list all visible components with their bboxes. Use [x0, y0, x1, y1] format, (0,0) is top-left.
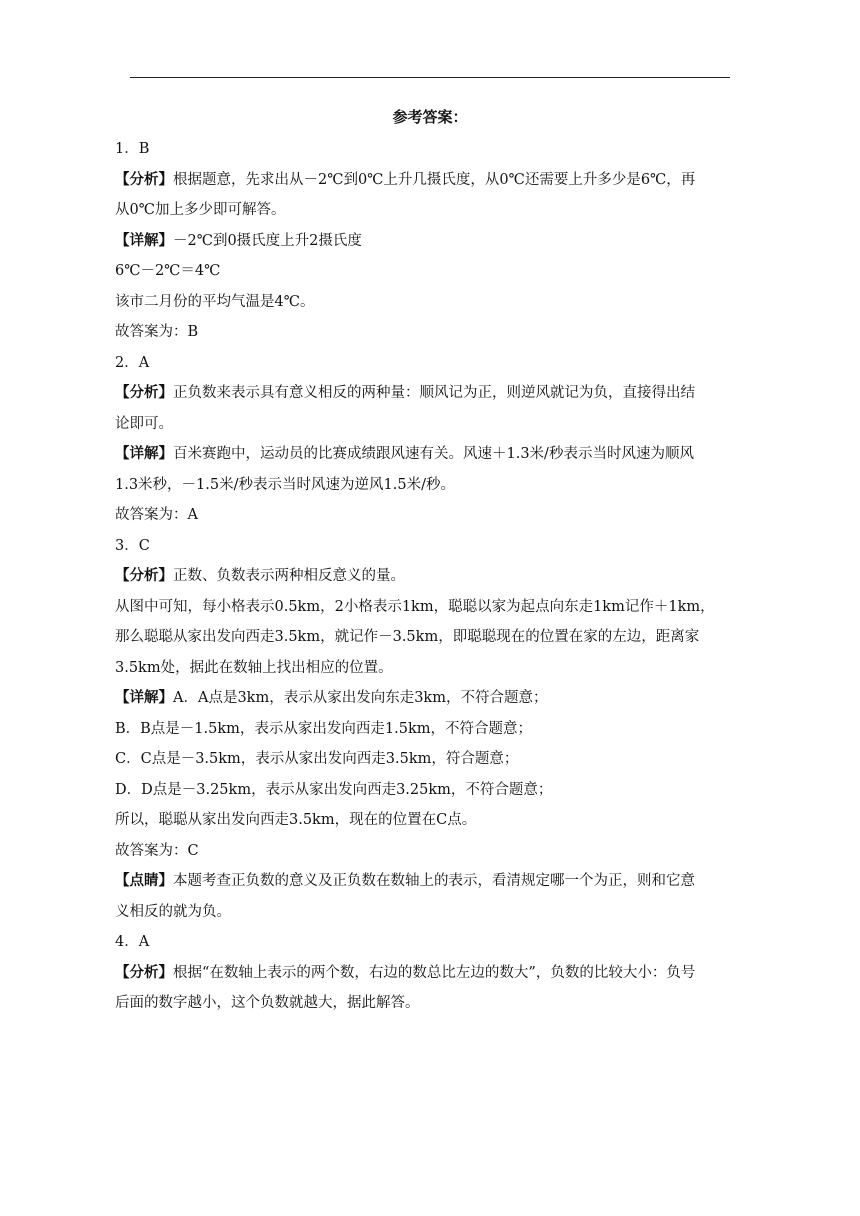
text-line: [115, 592, 732, 623]
text-line: [115, 653, 732, 684]
text-line: [115, 622, 732, 653]
line-text: 从0℃加上多少即可解答。: [115, 202, 286, 218]
line-text: 正数、负数表示两种相反意义的量。: [173, 568, 405, 584]
line-text: 根据“在数轴上表示的两个数，右边的数总比左边的数大”，负数的比较大小：负号: [173, 964, 696, 981]
line-text: 3．C: [115, 537, 150, 554]
text-line: [115, 439, 732, 470]
section-tag: 【详解】: [115, 445, 173, 462]
page-title: 参考答案：: [392, 108, 468, 126]
text-line: [115, 226, 732, 257]
text-line: [115, 531, 732, 562]
line-text: 那么聪聪从家出发向西走3.5km，就记作－3.5km，即聪聪现在的位置在家的左边，距离家: [115, 629, 700, 645]
line-text: 后面的数字越小，这个负数就越大，据此解答。: [115, 995, 420, 1011]
text-line: [115, 775, 732, 806]
text-line: [115, 378, 732, 409]
text-line: [115, 561, 732, 592]
line-text: 6℃－2℃＝4℃: [115, 263, 221, 279]
text-line: [115, 744, 732, 775]
header-rule: [130, 77, 730, 78]
line-text: 该市二月份的平均气温是4℃。: [115, 293, 315, 310]
text-line: [115, 927, 732, 958]
section-tag: 【分析】: [115, 384, 173, 401]
line-text: 4．A: [115, 934, 150, 950]
line-text: 所以，聪聪从家出发向西走3.5km，现在的位置在C点。: [115, 812, 477, 828]
line-text: 义相反的就为负。: [115, 903, 231, 920]
line-text: 3.5km处，据此在数轴上找出相应的位置。: [115, 659, 393, 676]
text-line: [115, 897, 732, 928]
line-text: 1.3米秒，－1.5米/秒表示当时风速为逆风1.5米/秒。: [115, 476, 455, 493]
text-line: [115, 409, 732, 440]
text-line: [115, 714, 732, 745]
line-text: 正负数来表示具有意义相反的两种量：顺风记为正，则逆风就记为负，直接得出结: [173, 385, 695, 401]
text-line: [115, 287, 732, 318]
line-text: D．D点是－3.25km，表示从家出发向西走3.25km，不符合题意；: [115, 781, 553, 798]
section-tag: 【详解】: [115, 231, 173, 249]
line-text: B．B点是－1.5km，表示从家出发向西走1.5km，不符合题意；: [115, 720, 533, 737]
line-text: 2．A: [115, 354, 150, 371]
text-line: [115, 866, 732, 897]
line-text: 故答案为：B: [115, 324, 199, 340]
line-text: A．A点是3km，表示从家出发向东走3km，不符合题意；: [173, 690, 548, 706]
text-line: [115, 988, 732, 1019]
text-line: [115, 317, 732, 348]
line-text: C．C点是－3.5km，表示从家出发向西走3.5km，符合题意；: [115, 751, 519, 767]
text-line: [115, 958, 732, 989]
answer-content: [115, 134, 732, 1019]
text-line: [115, 165, 732, 196]
line-text: －2℃到0摄氏度上升2摄氏度: [173, 232, 362, 249]
line-text: 1．B: [115, 141, 150, 157]
text-line: [115, 470, 732, 501]
section-tag: 【分析】: [115, 170, 173, 188]
section-tag: 【详解】: [115, 689, 173, 706]
line-text: 从图中可知，每小格表示0.5km，2小格表示1km，聪聪以家为起点向东走1km记作＋1km，: [115, 598, 715, 615]
text-line: [115, 195, 732, 226]
line-text: 根据题意，先求出从－2℃到0℃上升几摄氏度，从0℃还需要上升多少是6℃，再: [173, 171, 696, 188]
section-tag: 【分析】: [115, 963, 173, 981]
section-tag: 【点睛】: [115, 872, 173, 889]
text-line: [115, 836, 732, 867]
text-line: [115, 805, 732, 836]
line-text: 论即可。: [115, 415, 173, 432]
line-text: 故答案为：A: [115, 507, 198, 523]
line-text: 本题考查正负数的意义及正负数在数轴上的表示，看清规定哪一个为正，则和它意: [173, 873, 695, 889]
text-line: [115, 348, 732, 379]
text-line: [115, 683, 732, 714]
text-line: [115, 500, 732, 531]
text-line: [115, 134, 732, 165]
line-text: 百米赛跑中，运动员的比赛成绩跟风速有关。风速＋1.3米/秒表示当时风速为顺风: [173, 446, 694, 462]
line-text: 故答案为：C: [115, 842, 199, 859]
section-tag: 【分析】: [115, 567, 173, 584]
text-line: [115, 256, 732, 287]
